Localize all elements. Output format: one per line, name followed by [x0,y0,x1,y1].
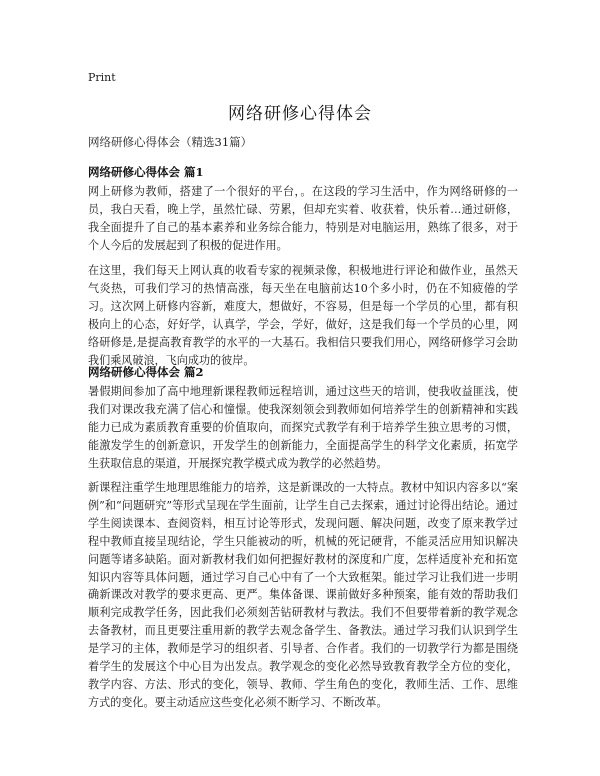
paragraph-2-1: 暑假期间参加了高中地理新课程教师远程培训，通过这些天的培训，使我收益匪浅，使我们对课改我充满了信心和憧憬。使我深刻领会到教师如何培养学生的创新精神和实践能力已成为素质教育重要的价值取向，而探究式教学有利于培养学生独立思考的习惯，能激发学生的创新意识，开发学生的创新能力，全面提高学生的科学文化素质，拓宽学生获取信息的渠道，开展探究教学模式成为教学的必然趋势。 [88,385,518,470]
document-subtitle: 网络研修心得体会（精选31篇） [88,135,253,149]
paragraph-2-2: 新课程注重学生地理思维能力的培养，这是新课改的一大特点。教材中知识内容多以“案例”和“问题研究”等形式呈现在学生面前，让学生自己去探索，通过讨论得出结论。通过学生阅读课本、查阅资料，相互讨论等形式，发现问题、解决问题，改变了原来教学过程中教师直接呈现结论，学生只能被动的听，机械的死记硬背，不能灵活应用知识解决问题等诸多缺陷。面对新教材我们如何把握好教材的深度和广度，怎样适度补充和拓宽知识内容等具体问题，通过学习自己心中有了一个大致框架。能过学习让我们进一步明确新课改对教学的要求更高、更严。集体备课、课前做好多种预案，能有效的帮助我们顺利完成教学任务，因此我们必须刻苦钻研教材与教法。我们不但要带着新的教学观念去备教材，而且更要注重用新的教学去观念备学生、备教法。通过学习我们认识到学生是学习的主体，教师是学习的组织者、引导者、合作者。我们的一切教学行为都是围绕着学生的发展这个中心目为出发点。教学观念的变化必然导致教育教学全方位的变化，教学内容、方法、形式的变化，领导、教师、学生角色的变化，教师生活、工作、思维方式的变化。要主动适应这些变化必须不断学习、不断改革。 [88,481,518,709]
print-label: Print [88,71,116,84]
paragraph-1-1: 网上研修为教师，搭建了一个很好的平台，。在这段的学习生活中，作为网络研修的一员，我白天看，晚上学，虽然忙碌、劳累，但却充实着、收获着，快乐着…通过研修，我全面提升了自己的基本素养和业务综合能力，特别是对电脑运用，熟练了很多，对于个人今后的发展起到了积极的促进作用。 [88,185,518,252]
section-heading-2: 网络研修心得体会 篇2 [88,365,204,379]
section-heading-1: 网络研修心得体会 篇1 [88,165,204,179]
paragraph-1-2: 在这里，我们每天上网认真的收看专家的视频录像，积极地进行评论和做作业，虽然天气炎热，可我们学习的热情高涨，每天坐在电脑前达10个多小时，仍在不知疲倦的学习。这次网上研修内容新，难度大，想做好，不容易，但是每一个学员的心里，都有积极向上的心态，好好学，认真学，学会，学好，做好，这是我们每一个学员的心里，网络研修是,是提高教育教学的水平的一大基石。我相信只要我们用心，网络研修学习会助我们乘风破浪，飞向成功的彼岸。 [88,264,518,367]
document-title: 网络研修心得体会 [228,104,372,124]
